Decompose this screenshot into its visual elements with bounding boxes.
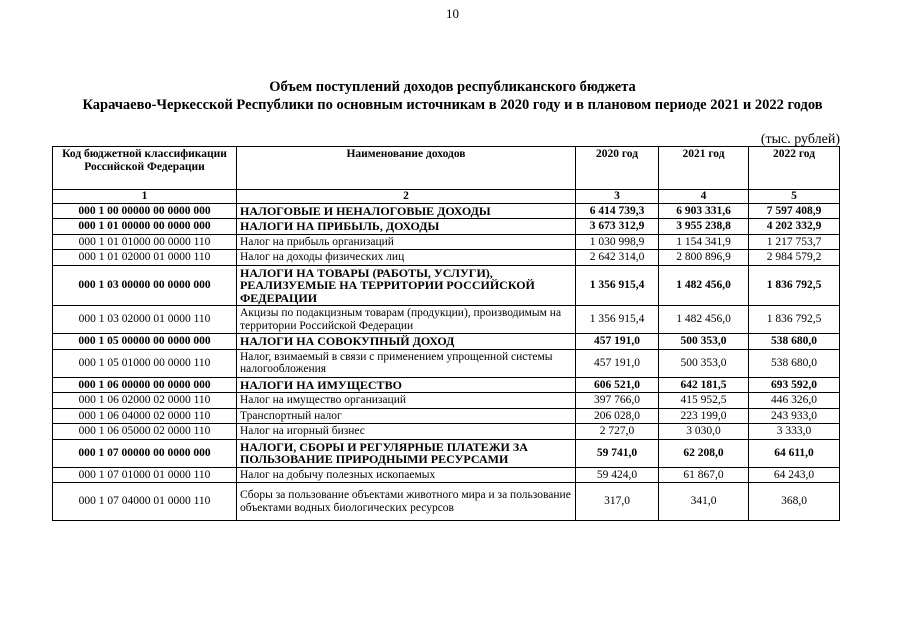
table-row xyxy=(53,234,840,250)
row-value-2020: 3 673 312,9 xyxy=(576,219,659,235)
row-value-2022: 1 836 792,5 xyxy=(749,265,840,306)
row-value-2020: 6 414 739,3 xyxy=(576,203,659,219)
row-value-2022: 3 333,0 xyxy=(749,424,840,440)
table-row xyxy=(53,334,840,350)
row-name: Налог на добычу полезных ископаемых xyxy=(237,467,576,483)
page-number: 10 xyxy=(446,6,459,21)
column-number-row xyxy=(53,190,840,204)
table-row xyxy=(53,250,840,266)
row-value-2022: 538 680,0 xyxy=(749,349,840,377)
row-value-2022: 1 217 753,7 xyxy=(749,234,840,250)
table-row xyxy=(53,424,840,440)
table-row xyxy=(53,219,840,235)
row-value-2022: 64 243,0 xyxy=(749,467,840,483)
row-value-2022: 1 836 792,5 xyxy=(749,306,840,334)
row-value-2022: 446 326,0 xyxy=(749,393,840,409)
table-body xyxy=(53,203,840,521)
title-line-2: Карачаево-Черкесской Республики по основным источникам в 2020 году и в плановом периоде 2021 и 2022 годов xyxy=(82,97,823,113)
row-code: 000 1 06 00000 00 0000 000 xyxy=(53,377,237,393)
table-row xyxy=(53,265,840,306)
row-value-2020: 59 741,0 xyxy=(576,439,659,467)
row-value-2021: 341,0 xyxy=(659,483,749,521)
row-code: 000 1 01 01000 00 0000 110 xyxy=(53,234,237,250)
row-value-2021: 3 955 238,8 xyxy=(659,219,749,235)
row-value-2021: 2 800 896,9 xyxy=(659,250,749,266)
column-number: 4 xyxy=(659,190,749,204)
row-value-2020: 206 028,0 xyxy=(576,408,659,424)
row-code: 000 1 07 00000 00 0000 000 xyxy=(53,439,237,467)
row-name: Налог на доходы физических лиц xyxy=(237,250,576,266)
row-value-2020: 1 356 915,4 xyxy=(576,306,659,334)
row-value-2022: 64 611,0 xyxy=(749,439,840,467)
row-name: НАЛОГИ НА СОВОКУПНЫЙ ДОХОД xyxy=(237,334,576,350)
column-number: 2 xyxy=(237,190,576,204)
table-row xyxy=(53,439,840,467)
column-number: 1 xyxy=(53,190,237,204)
row-code: 000 1 06 04000 02 0000 110 xyxy=(53,408,237,424)
table-row xyxy=(53,377,840,393)
row-value-2020: 2 642 314,0 xyxy=(576,250,659,266)
row-name: Налог на игорный бизнес xyxy=(237,424,576,440)
row-value-2022: 368,0 xyxy=(749,483,840,521)
column-number: 5 xyxy=(749,190,840,204)
row-name: Сборы за пользование объектами животного мира и за пользование объектами водных биологических ресурсов xyxy=(237,483,576,521)
row-code: 000 1 01 00000 00 0000 000 xyxy=(53,219,237,235)
row-code: 000 1 03 02000 01 0000 110 xyxy=(53,306,237,334)
row-name: НАЛОГИ, СБОРЫ И РЕГУЛЯРНЫЕ ПЛАТЕЖИ ЗА ПОЛЬЗОВАНИЕ ПРИРОДНЫМИ РЕСУРСАМИ xyxy=(237,439,576,467)
row-value-2021: 1 482 456,0 xyxy=(659,265,749,306)
row-value-2020: 606 521,0 xyxy=(576,377,659,393)
row-code: 000 1 05 00000 00 0000 000 xyxy=(53,334,237,350)
row-value-2021: 1 154 341,9 xyxy=(659,234,749,250)
row-value-2021: 62 208,0 xyxy=(659,439,749,467)
row-code: 000 1 07 01000 01 0000 110 xyxy=(53,467,237,483)
table-row xyxy=(53,306,840,334)
row-name: Налог, взимаемый в связи с применением упрощенной системы налогообложения xyxy=(237,349,576,377)
header-2021: 2021 год xyxy=(659,147,749,190)
table-row xyxy=(53,393,840,409)
revenue-table xyxy=(52,146,840,521)
row-value-2022: 4 202 332,9 xyxy=(749,219,840,235)
row-value-2022: 693 592,0 xyxy=(749,377,840,393)
row-name: НАЛОГИ НА ТОВАРЫ (РАБОТЫ, УСЛУГИ), РЕАЛИЗУЕМЫЕ НА ТЕРРИТОРИИ РОССИЙСКОЙ ФЕДЕРАЦИИ xyxy=(237,265,576,306)
row-value-2020: 59 424,0 xyxy=(576,467,659,483)
row-code: 000 1 01 02000 01 0000 110 xyxy=(53,250,237,266)
row-name: НАЛОГОВЫЕ И НЕНАЛОГОВЫЕ ДОХОДЫ xyxy=(237,203,576,219)
row-code: 000 1 06 02000 02 0000 110 xyxy=(53,393,237,409)
title-line-1: Объем поступлений доходов республиканского бюджета xyxy=(269,79,636,95)
document-title xyxy=(40,78,865,114)
row-value-2021: 642 181,5 xyxy=(659,377,749,393)
row-value-2020: 457 191,0 xyxy=(576,334,659,350)
row-value-2021: 500 353,0 xyxy=(659,334,749,350)
table-row xyxy=(53,483,840,521)
header-code: Код бюджетной классификации Российской Федерации xyxy=(53,147,237,190)
row-value-2020: 1 030 998,9 xyxy=(576,234,659,250)
row-value-2020: 397 766,0 xyxy=(576,393,659,409)
column-number: 3 xyxy=(576,190,659,204)
row-value-2022: 7 597 408,9 xyxy=(749,203,840,219)
row-code: 000 1 06 05000 02 0000 110 xyxy=(53,424,237,440)
row-value-2022: 2 984 579,2 xyxy=(749,250,840,266)
row-value-2021: 61 867,0 xyxy=(659,467,749,483)
row-name: НАЛОГИ НА ИМУЩЕСТВО xyxy=(237,377,576,393)
row-value-2020: 317,0 xyxy=(576,483,659,521)
row-name: НАЛОГИ НА ПРИБЫЛЬ, ДОХОДЫ xyxy=(237,219,576,235)
row-value-2021: 6 903 331,6 xyxy=(659,203,749,219)
row-code: 000 1 07 04000 01 0000 110 xyxy=(53,483,237,521)
row-value-2020: 457 191,0 xyxy=(576,349,659,377)
table-header-row xyxy=(53,147,840,190)
row-code: 000 1 03 00000 00 0000 000 xyxy=(53,265,237,306)
row-value-2020: 2 727,0 xyxy=(576,424,659,440)
row-code: 000 1 05 01000 00 0000 110 xyxy=(53,349,237,377)
row-value-2022: 243 933,0 xyxy=(749,408,840,424)
row-value-2022: 538 680,0 xyxy=(749,334,840,350)
row-name: Транспортный налог xyxy=(237,408,576,424)
header-2022: 2022 год xyxy=(749,147,840,190)
row-value-2020: 1 356 915,4 xyxy=(576,265,659,306)
row-name: Налог на имущество организаций xyxy=(237,393,576,409)
row-value-2021: 223 199,0 xyxy=(659,408,749,424)
header-name: Наименование доходов xyxy=(237,147,576,190)
units-label: (тыс. рублей) xyxy=(760,132,840,147)
row-code: 000 1 00 00000 00 0000 000 xyxy=(53,203,237,219)
table-row xyxy=(53,349,840,377)
table-row xyxy=(53,408,840,424)
row-value-2021: 500 353,0 xyxy=(659,349,749,377)
row-value-2021: 415 952,5 xyxy=(659,393,749,409)
table-row xyxy=(53,467,840,483)
header-2020: 2020 год xyxy=(576,147,659,190)
row-value-2021: 1 482 456,0 xyxy=(659,306,749,334)
row-name: Акцизы по подакцизным товарам (продукции), производимым на территории Российской Федерации xyxy=(237,306,576,334)
row-name: Налог на прибыль организаций xyxy=(237,234,576,250)
row-value-2021: 3 030,0 xyxy=(659,424,749,440)
table-row xyxy=(53,203,840,219)
